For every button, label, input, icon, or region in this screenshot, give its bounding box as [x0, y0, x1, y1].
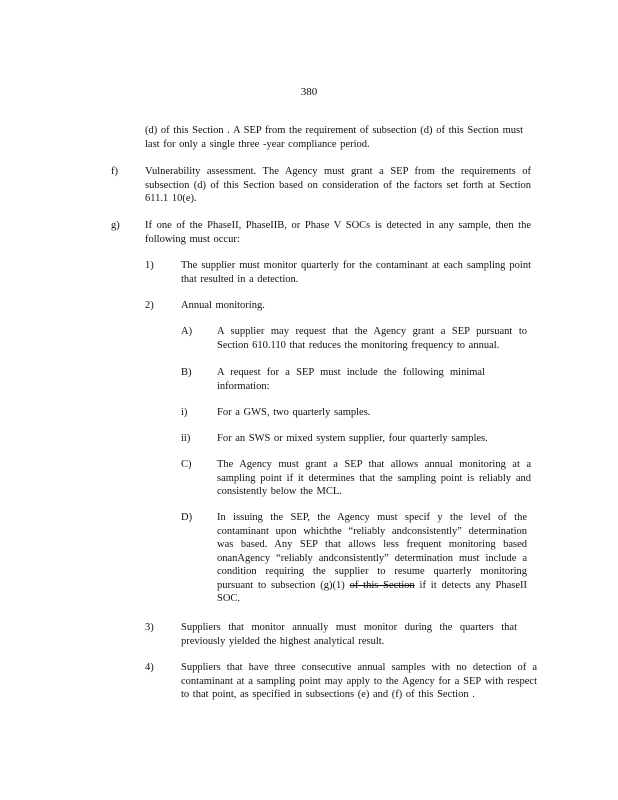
item-label-g3: 3)	[145, 622, 154, 633]
item-label-ii: ii)	[181, 433, 191, 444]
item-label-g2: 2)	[145, 300, 154, 311]
struck-text: of this Section	[349, 579, 415, 591]
item-label-C: C)	[181, 459, 192, 470]
item-text-f: Vulnerability assessment. The Agency must grant a SEP from the requirements of subsection (d) of this Section based on consideration of the factors set forth at Section 611.1 10(e).	[145, 166, 531, 204]
item-text-D-main: In issuing the SEP, the Agency must specif y the level of the contaminant upon whichthe “reliably andconsistently” determination was based. Any SEP that allows less frequent monitoring based onanAgency “reliably andconsistently” determination must include a condition requiring the supplier to resume quarterly monitoring pursuant to subsection (g)(1)	[217, 512, 527, 591]
item-label-B: B)	[181, 367, 192, 378]
item-label-A: A)	[181, 326, 193, 337]
item-label-g1: 1)	[145, 260, 154, 271]
item-text-D-end: if it detects any PhaseII SOC.	[217, 579, 528, 604]
continuation-paragraph: (d) of this Section . A SEP from the requirement of subsection (d) of this Section must last for only a single three -year compliance period.	[145, 125, 523, 150]
item-label-g: g)	[111, 220, 120, 231]
item-text-D	[217, 511, 527, 606]
item-label-D: D)	[181, 512, 193, 523]
item-text-g3: Suppliers that monitor annually must monitor during the quarters that previously yielded the highest analytical result.	[181, 622, 517, 647]
page-number: 380	[300, 86, 318, 98]
item-text-g: If one of the PhaseII, PhaseIIB, or Phase V SOCs is detected in any sample, then the following must occur:	[145, 220, 531, 245]
item-label-g4: 4)	[145, 662, 154, 673]
item-text-g4: Suppliers that have three consecutive annual samples with no detection of a contaminant at a sampling point may apply to the Agency for a SEP with respect to that point, as specified in subsections (e) and (f) of this Section .	[181, 662, 537, 700]
item-text-g1: The supplier must monitor quarterly for the contaminant at each sampling point that resulted in a detection.	[181, 260, 531, 285]
item-label-f: f)	[111, 166, 118, 177]
item-text-i: For a GWS, two quarterly samples.	[217, 407, 371, 418]
item-text-C: The Agency must grant a SEP that allows annual monitoring at a sampling point if it determines that the sampling point is reliably and consistently below the MCL.	[217, 459, 531, 497]
item-text-A: A supplier may request that the Agency grant a SEP pursuant to Section 610.110 that reduces the monitoring frequency to annual.	[217, 326, 527, 351]
item-text-B: A request for a SEP must include the following minimal information:	[217, 367, 485, 392]
item-text-ii: For an SWS or mixed system supplier, four quarterly samples.	[217, 433, 488, 444]
item-label-i: i)	[181, 407, 188, 418]
item-text-g2: Annual monitoring.	[181, 300, 265, 311]
